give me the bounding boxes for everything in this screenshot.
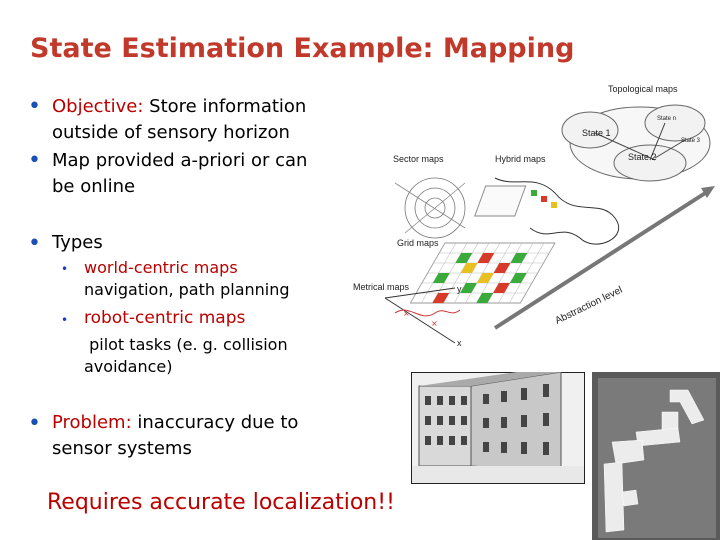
floor-plan-map-image (592, 372, 720, 540)
grid-map-figure (410, 243, 555, 303)
bullet-icon: • (28, 411, 41, 436)
sector-label: Sector maps (393, 154, 444, 164)
sector-map-figure (395, 178, 465, 238)
robot-centric-detail (84, 334, 324, 378)
state-n-label: State n (657, 116, 677, 122)
axis-x-label: x (457, 338, 462, 348)
bullet-types: Types (52, 232, 103, 253)
state1-label: State 1 (582, 128, 611, 138)
topological-label: Topological maps (608, 84, 678, 94)
bullet-problem (52, 410, 352, 462)
objective-text: Store information (143, 96, 307, 117)
conclusion-text: Requires accurate localization!! (47, 490, 395, 515)
problem-prefix: Problem: (52, 412, 132, 433)
map-abstraction-diagram (345, 78, 720, 368)
sub-bullet-icon: • (61, 313, 69, 327)
objective-prefix: Objective: (52, 96, 144, 117)
map-provided-text: Map provided a-priori or can (52, 150, 308, 171)
world-centric-detail: navigation, path planning (84, 280, 290, 299)
robot-centric-detail-1: pilot tasks (e. g. collision (89, 335, 288, 354)
map-provided-text-2: be online (52, 176, 136, 197)
slide-title: State Estimation Example: Mapping (30, 33, 575, 64)
bullet-map-provided (52, 148, 352, 200)
metrical-label: Metrical maps (353, 282, 410, 292)
bullet-objective (52, 94, 352, 146)
robot-centric-label: robot-centric maps (84, 308, 246, 328)
svg-text:×: × (403, 309, 410, 318)
bullet-icon: • (28, 231, 41, 256)
sub-bullet-world-centric (84, 257, 324, 301)
axis-y-label: y (457, 284, 462, 294)
hybrid-map-figure (475, 178, 619, 244)
bullet-icon: • (28, 148, 41, 173)
svg-text:×: × (431, 319, 438, 328)
state3-label: State 3 (681, 138, 701, 144)
state2-label: State 2 (628, 152, 657, 162)
hybrid-label: Hybrid maps (495, 154, 546, 164)
sub-bullet-icon: • (61, 262, 69, 276)
abstraction-label: Abstraction level (553, 284, 625, 327)
objective-text-2: outside of sensory horizon (52, 122, 290, 143)
grid-label: Grid maps (397, 238, 439, 248)
problem-text-2: sensor systems (52, 438, 192, 459)
problem-text: inaccuracy due to (131, 412, 299, 433)
sub-bullet-robot-centric (84, 307, 324, 329)
building-3d-map-image (411, 372, 585, 484)
robot-centric-detail-2: avoidance) (84, 357, 173, 376)
world-centric-label: world-centric maps (84, 258, 238, 277)
bullet-icon: • (28, 94, 41, 119)
